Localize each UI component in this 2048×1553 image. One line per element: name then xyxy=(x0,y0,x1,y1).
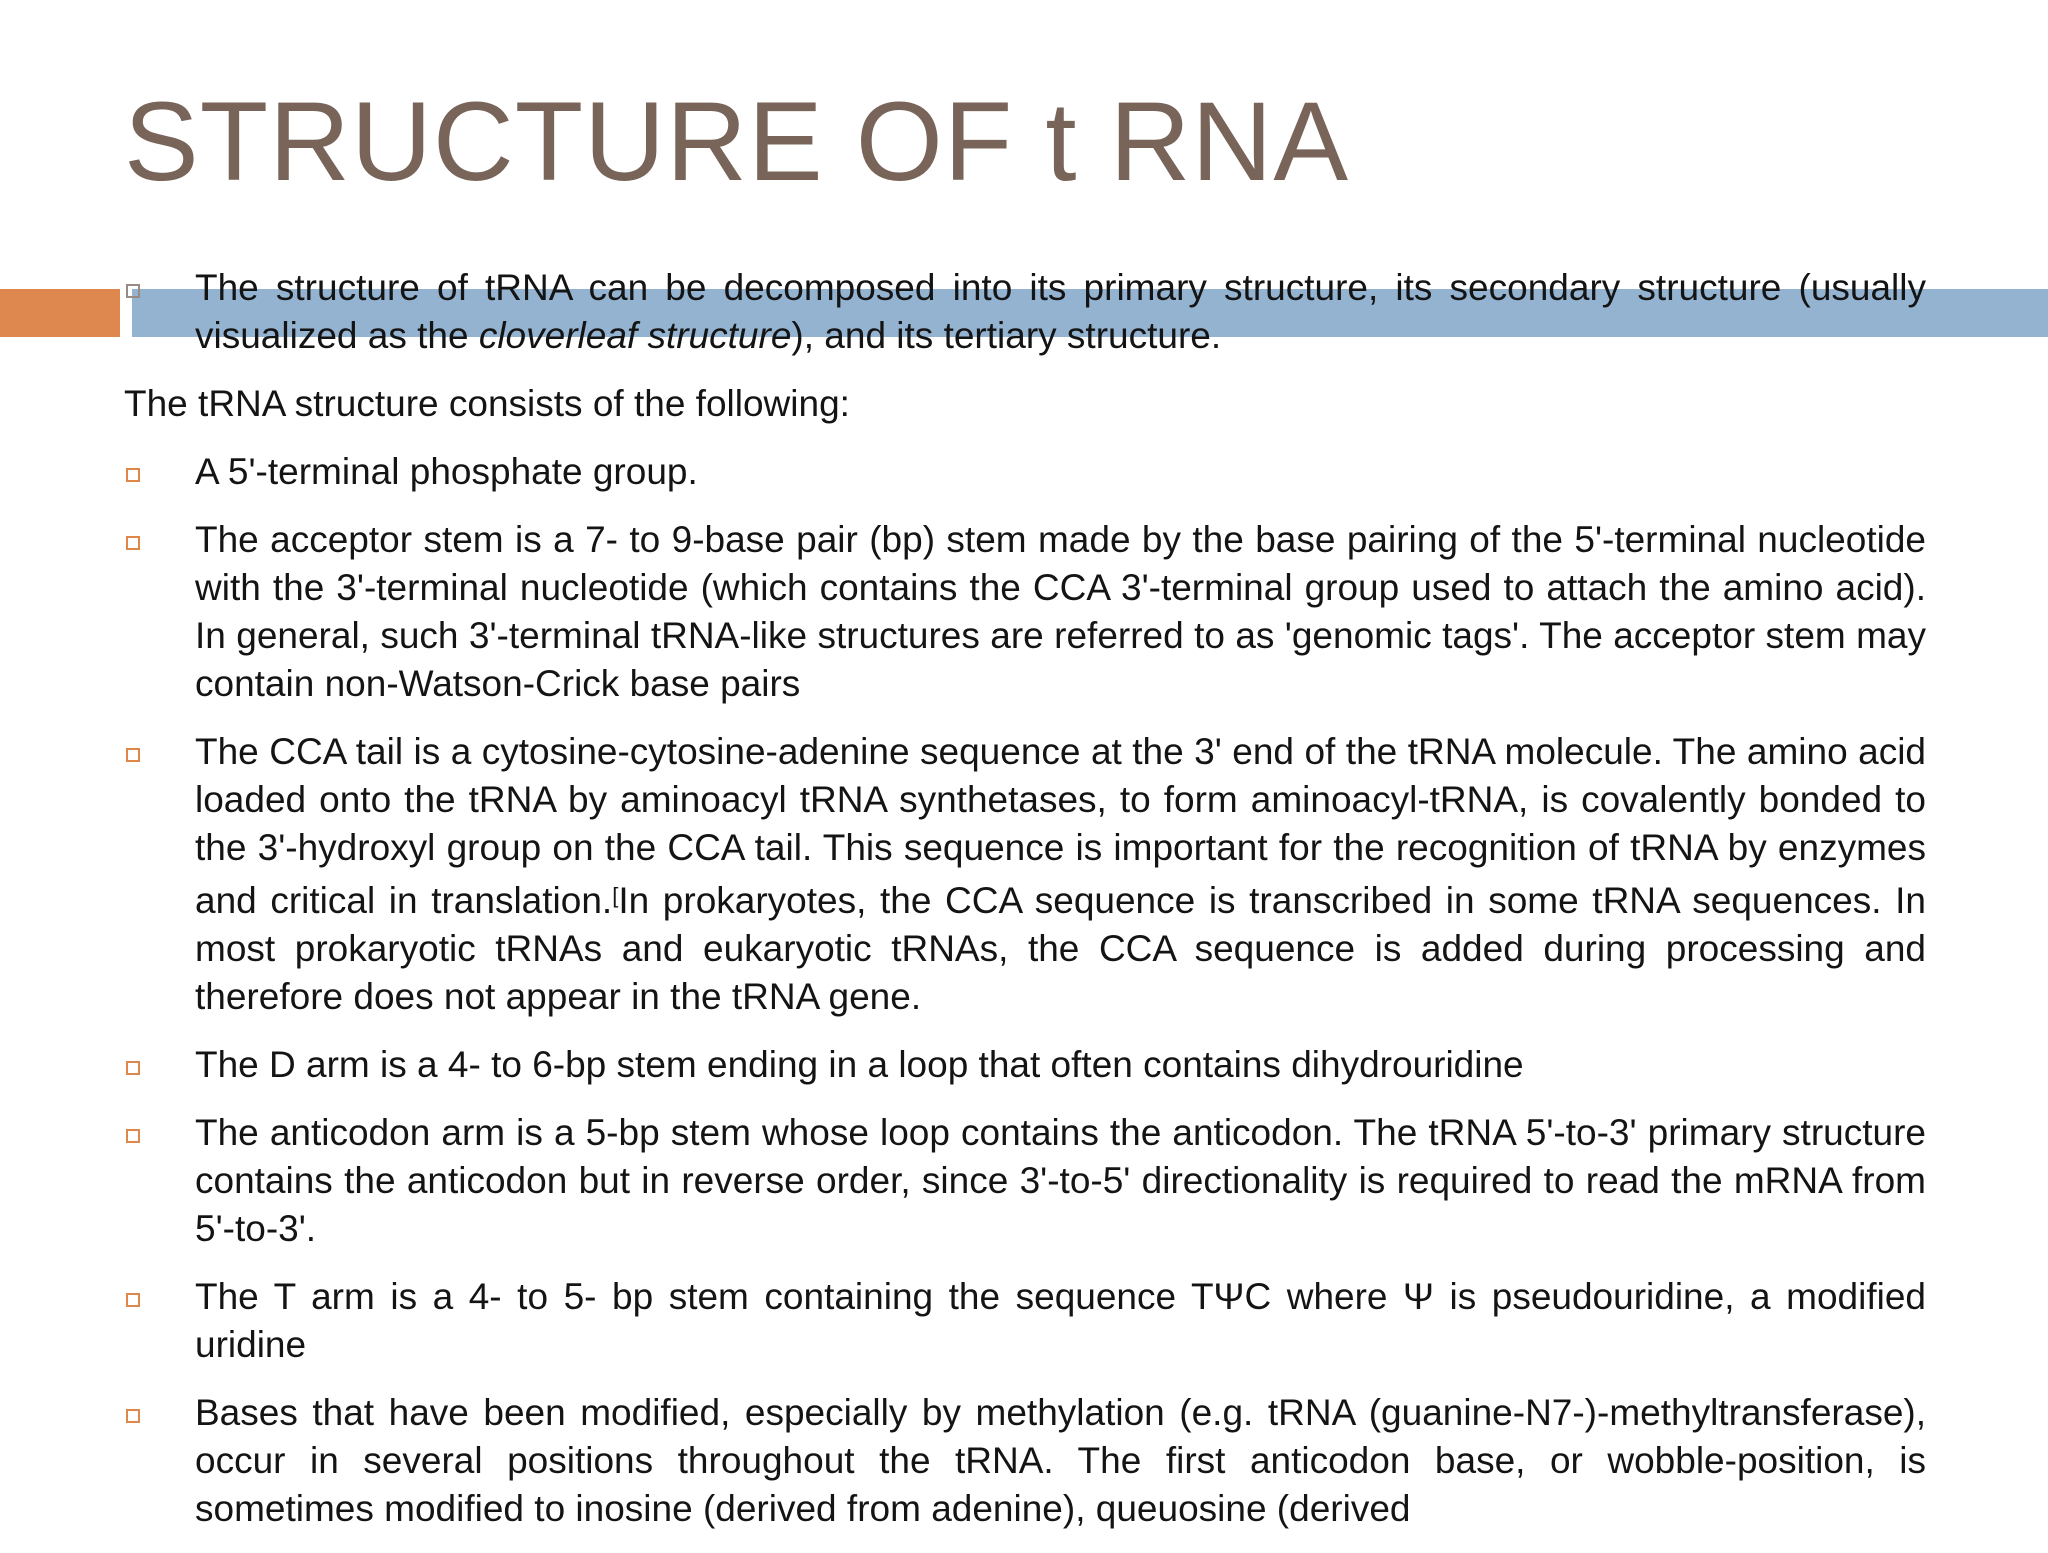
list-item-text xyxy=(195,728,1926,1021)
list-item xyxy=(124,448,1926,496)
list-item-cca xyxy=(124,728,1926,1021)
intro-text-part2: ), and its tertiary structure. xyxy=(791,315,1222,356)
square-bullet-icon xyxy=(126,748,140,762)
list-item-text: The D arm is a 4- to 6-bp stem ending in a loop that often contains dihydrouridine xyxy=(195,1044,1524,1085)
square-bullet-icon xyxy=(126,468,140,482)
slide-title: STRUCTURE OF t RNA xyxy=(124,79,1350,204)
square-bullet-icon xyxy=(126,1293,140,1307)
reference-mark: [ xyxy=(612,883,619,908)
list-item-text: A 5'-terminal phosphate group. xyxy=(195,451,698,492)
accent-bar-orange xyxy=(0,289,120,337)
list-item-text: The T arm is a 4- to 5- bp stem containing the sequence TΨC where Ψ is pseudouridine, a modified uridine xyxy=(195,1276,1926,1365)
cca-text-part2: In prokaryotes, the CCA sequence is transcribed in some tRNA sequences. In most prokaryotic tRNAs and eukaryotic tRNAs, the CCA sequence is added during processing and therefore does not appear in the tRNA gene. xyxy=(195,880,1926,1017)
list-item-text: The acceptor stem is a 7- to 9-base pair (bp) stem made by the base pairing of the 5'-terminal nucleotide with the 3'-terminal nucleotide (which contains the CCA 3'-terminal group used to attach the amino acid). In general, such 3'-terminal tRNA-like structures are referred to as 'genomic tags'. The acceptor stem may contain non-Watson-Crick base pairs xyxy=(195,519,1926,704)
list-item-text xyxy=(195,264,1926,360)
intro-text-part1: The structure of tRNA can be decomposed into its primary structure, its secondary structure (usually visualized as the xyxy=(195,267,1926,356)
list-item xyxy=(124,516,1926,708)
square-bullet-icon xyxy=(126,1129,140,1143)
square-bullet-icon xyxy=(126,1409,140,1423)
list-item xyxy=(124,1389,1926,1533)
lead-in-text: The tRNA structure consists of the following: xyxy=(124,383,850,424)
list-item-text: Bases that have been modified, especially by methylation (e.g. tRNA (guanine-N7-)-methyltransferase), occur in several positions throughout the tRNA. The first anticodon base, or wobble-position, is sometimes modified to inosine (derived from adenine), queuosine (derived xyxy=(195,1392,1926,1529)
slide-content xyxy=(124,264,1926,1553)
list-item-intro xyxy=(124,264,1926,360)
list-item xyxy=(124,1041,1926,1089)
square-bullet-icon xyxy=(126,1061,140,1075)
cloverleaf-emphasis: cloverleaf structure xyxy=(478,315,792,356)
list-item-text: The anticodon arm is a 5-bp stem whose loop contains the anticodon. The tRNA 5'-to-3' primary structure contains the anticodon but in reverse order, since 3'-to-5' directionality is required to read the mRNA from 5'-to-3'. xyxy=(195,1112,1926,1249)
square-bullet-icon xyxy=(126,284,140,298)
list-item xyxy=(124,1273,1926,1369)
square-bullet-icon xyxy=(126,536,140,550)
cca-text-part1: The CCA tail is a cytosine-cytosine-adenine sequence at the 3' end of the tRNA molecule. The amino acid loaded onto the tRNA by aminoacyl tRNA synthetases, to form aminoacyl-tRNA, is covalently bonded to the 3'-hydroxyl group on the CCA tail. This sequence is important for the recognition of tRNA by enzymes and critical in translation. xyxy=(195,731,1926,921)
list-item xyxy=(124,1109,1926,1253)
